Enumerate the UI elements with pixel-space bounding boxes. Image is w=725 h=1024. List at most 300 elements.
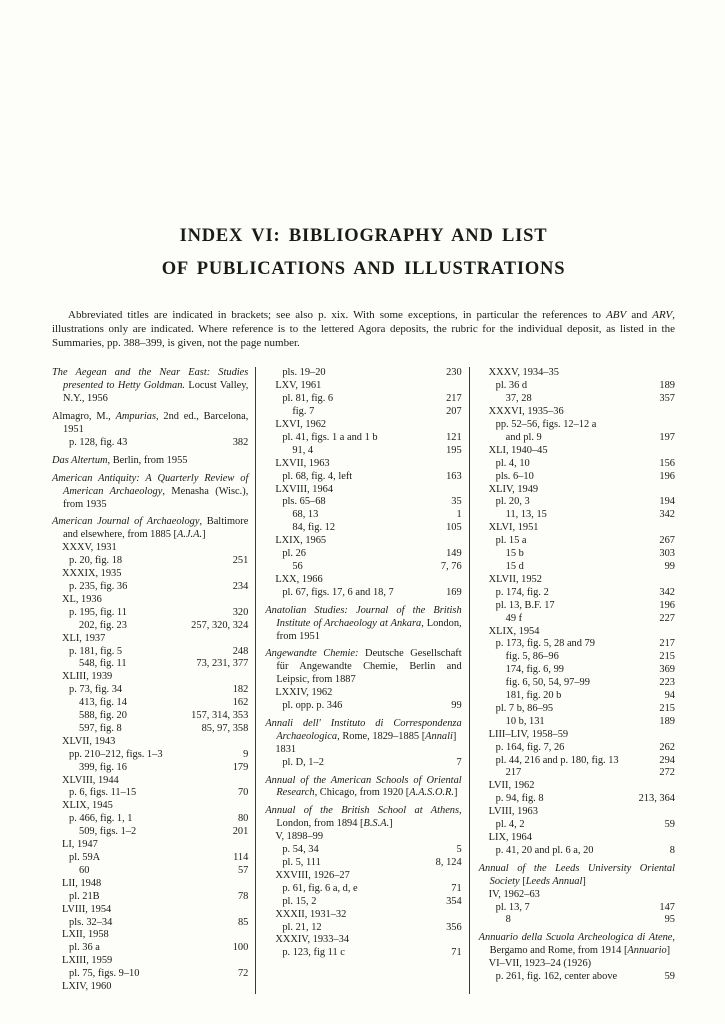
ref-page-number: 85	[237, 916, 249, 928]
ref-line	[52, 762, 248, 775]
work-entry-text: Almagro, M.,	[52, 411, 116, 423]
ref-line	[52, 555, 248, 568]
ref-line	[52, 658, 248, 671]
ref-line	[479, 613, 675, 626]
ref-text: p. 94, fig. 8	[495, 793, 544, 805]
intro-text: , illustrations only are indicated. Where reference is to the lettered Agora deposits, the rubric for the individual deposit, as listed in the Summaries, pp. 388–399, is given, not the page number.	[52, 309, 675, 349]
work-entry-text: Anatolian Studies: Journal of the British Institute of Archaeology at Ankara	[265, 604, 462, 629]
ref-line	[52, 684, 248, 697]
ref-page-number: 157, 314, 353	[191, 710, 249, 722]
ref-line	[479, 496, 675, 509]
ref-text: 399, fig. 16	[79, 761, 127, 773]
ref-text: pl. 15, 2	[282, 895, 317, 907]
volume-line: LXVII, 1963	[275, 457, 330, 469]
ref-line	[479, 548, 675, 561]
volume-line: XLVII, 1943	[62, 735, 116, 747]
work-entry-text: , Berlin, from 1955	[107, 454, 188, 466]
work-entry-text: , London, from 1951	[276, 617, 462, 642]
ref-page-number: 121	[446, 431, 462, 443]
ref-text: 548, fig. 11	[79, 658, 127, 670]
volume-line: XXXII, 1931–32	[275, 908, 347, 920]
volume-line: LI, 1947	[62, 839, 98, 851]
volume-line: LXXIV, 1962	[275, 687, 333, 699]
ref-page-number: 194	[659, 496, 675, 508]
ref-text: 49 f	[505, 612, 523, 624]
volume-line: LVII, 1962	[488, 780, 535, 792]
index-column-2	[255, 367, 468, 994]
ref-line	[479, 767, 675, 780]
ref-page-number: 162	[232, 697, 249, 709]
work-entry	[265, 775, 461, 801]
volume-line: LVIII, 1963	[488, 806, 538, 818]
ref-text: 11, 13, 15	[505, 509, 547, 521]
ref-text: p. 123, fig 11 c	[282, 947, 345, 959]
volume-line: LXVI, 1962	[275, 419, 327, 431]
ref-page-number: 147	[659, 901, 675, 913]
ref-page-number: 227	[659, 612, 675, 624]
volume-line: XLVIII, 1944	[62, 774, 119, 786]
ref-page-number: 169	[446, 586, 462, 598]
work-entry-text: , Baltimore and elsewhere, from 1885 [	[63, 516, 249, 541]
work-entry-text: A.A.S.O.R.	[409, 787, 454, 799]
ref-line	[265, 406, 461, 419]
ref-page-number: 357	[659, 393, 675, 405]
volume-line: IV, 1962–63	[488, 888, 540, 900]
ref-text: 588, fig. 20	[79, 710, 127, 722]
ref-page-number: 8, 124	[435, 857, 462, 869]
ref-text: pl. 67, figs. 17, 6 and 18, 7	[282, 586, 394, 598]
ref-text: pl. 36 d	[495, 380, 528, 392]
ref-text: 15 b	[505, 548, 524, 560]
ref-page-number: 99	[664, 560, 675, 572]
work-entry	[52, 411, 248, 437]
intro-text: and	[626, 309, 653, 321]
volume-line: LXV, 1961	[275, 380, 322, 392]
ref-text: pls. 6–10	[495, 470, 534, 482]
work-entry-text: Deutsche Gesellschaft für Angewandte Chemie, Berlin and Leipsic, from 1887	[276, 648, 462, 686]
ref-text: 181, fig. 20 b	[505, 690, 562, 702]
ref-page-number: 230	[446, 367, 462, 379]
work-entry-text: American Journal of Archaeology	[52, 516, 200, 528]
work-entry	[265, 805, 461, 831]
ref-page-number: 303	[659, 548, 675, 560]
ref-page-number: 8	[669, 844, 675, 856]
index-columns	[52, 367, 675, 994]
ref-line	[52, 917, 248, 930]
ref-line	[479, 561, 675, 574]
ref-page-number: 59	[664, 971, 675, 983]
ref-page-number: 217	[659, 638, 675, 650]
ref-line	[52, 710, 248, 723]
work-entry-text: The Aegean and the Near East: Studies presented to Hetty Goldman.	[52, 367, 249, 392]
work-entry-text: , Chicago, from 1920 [	[314, 787, 410, 799]
ref-line	[479, 819, 675, 832]
ref-line	[52, 852, 248, 865]
ref-text: pl. 21, 12	[282, 921, 322, 933]
ref-text: 37, 28	[505, 393, 532, 405]
volume-line: XL, 1936	[62, 593, 102, 605]
ref-line	[479, 793, 675, 806]
ref-page-number: 85, 97, 358	[201, 722, 249, 734]
ref-line	[265, 587, 461, 600]
ref-page-number: 9	[243, 748, 249, 760]
ref-text: 413, fig. 14	[79, 697, 127, 709]
work-entry	[265, 718, 461, 744]
work-entry-text: ]	[666, 945, 671, 957]
ref-text: pl. 36 a	[69, 942, 100, 954]
ref-text: pl. 68, fig. 4, left	[282, 470, 353, 482]
ref-text: 202, fig. 23	[79, 619, 127, 631]
ref-text: p. 54, 34	[282, 844, 319, 856]
ref-text: pl. 7 b, 86–95	[495, 702, 554, 714]
work-entry	[52, 455, 248, 468]
volume-line: LXIX, 1965	[275, 535, 327, 547]
work-entry-text: A.J.A.	[176, 529, 203, 541]
ref-line	[52, 607, 248, 620]
ref-line	[52, 581, 248, 594]
intro-text: ARV	[652, 309, 673, 321]
volume-line: XXXV, 1931	[62, 542, 117, 554]
ref-line	[52, 646, 248, 659]
ref-text: fig. 7	[292, 406, 315, 418]
ref-page-number: 196	[659, 470, 675, 482]
ref-page-number: 217	[446, 393, 462, 405]
ref-line	[52, 826, 248, 839]
ref-text: p. 61, fig. 6 a, d, e	[282, 882, 358, 894]
ref-page-number: 114	[233, 852, 249, 864]
volume-line: LXII, 1958	[62, 929, 109, 941]
ref-page-number: 189	[659, 715, 675, 727]
ref-text: pls. 19–20	[282, 367, 326, 379]
ref-line	[265, 471, 461, 484]
intro-paragraph	[52, 309, 675, 350]
ref-page-number: 156	[659, 457, 675, 469]
ref-line	[265, 896, 461, 909]
ref-line	[479, 677, 675, 690]
volume-line: LXVIII, 1964	[275, 483, 334, 495]
ref-page-number: 5	[456, 844, 462, 856]
ref-line	[479, 380, 675, 393]
work-entry-text: ]	[582, 875, 586, 887]
ref-text: pl. 59A	[69, 852, 101, 864]
ref-line	[479, 971, 675, 984]
work-entry-text: Annali	[425, 730, 453, 742]
ref-text: p. 174, fig. 2	[495, 586, 549, 598]
ref-line	[52, 697, 248, 710]
ref-text: pl. 5, 111	[282, 857, 321, 869]
ref-line	[479, 845, 675, 858]
ref-page-number: 182	[232, 684, 249, 696]
ref-page-number: 99	[451, 700, 462, 712]
work-entry	[52, 516, 248, 542]
ref-line	[265, 922, 461, 935]
ref-line	[479, 458, 675, 471]
work-entry	[265, 605, 461, 644]
ref-text: and pl. 9	[505, 431, 542, 443]
ref-page-number: 100	[232, 942, 249, 954]
ref-line	[52, 437, 248, 450]
work-entry-text: , Rome, 1829–1885 [	[337, 730, 426, 742]
volume-line: XLI, 1937	[62, 632, 106, 644]
ref-page-number: 105	[446, 522, 462, 534]
work-entry-text: Annuario della Scuola Archeologica di Atene	[478, 932, 673, 944]
ref-text: 8	[505, 914, 511, 926]
work-entry-text: Ampurias	[115, 411, 156, 423]
work-entry-text: [	[519, 875, 526, 887]
work-entry	[52, 367, 248, 406]
intro-text: Abbreviated titles are indicated in brackets; see also p. xix. With some exceptions, in particular the references to	[68, 309, 607, 321]
ref-line	[52, 891, 248, 904]
ref-line	[479, 651, 675, 664]
ref-page-number: 320	[232, 606, 249, 618]
ref-line	[479, 419, 675, 432]
ref-text: pl. 15 a	[495, 535, 527, 547]
ref-line	[52, 942, 248, 955]
work-entry-text: Annual of the Leeds University Oriental Society	[478, 862, 675, 887]
ref-page-number: 7, 76	[440, 560, 462, 572]
ref-page-number: 71	[451, 882, 462, 894]
ref-text: pl. 44, 216 and p. 180, fig. 13	[495, 754, 619, 766]
ref-line	[52, 723, 248, 736]
ref-line	[52, 749, 248, 762]
ref-text: pl. 41, figs. 1 a and 1 b	[282, 431, 378, 443]
ref-page-number: 294	[659, 754, 675, 766]
ref-page-number: 267	[659, 535, 675, 547]
ref-line	[479, 535, 675, 548]
ref-text: 597, fig. 8	[79, 722, 122, 734]
ref-text: p. 235, fig. 36	[69, 580, 128, 592]
ref-page-number: 215	[659, 651, 675, 663]
ref-page-number: 7	[456, 756, 462, 768]
ref-text: pl. opp. p. 346	[282, 700, 343, 712]
work-entry-text: American Antiquity: A Quarterly Review of American Archaeology	[52, 472, 249, 497]
ref-line	[265, 700, 461, 713]
intro-text: ABV	[606, 309, 627, 321]
ref-line	[479, 509, 675, 522]
ref-page-number: 59	[664, 819, 675, 831]
work-entry	[479, 863, 675, 889]
volume-line: XLIII, 1939	[62, 671, 113, 683]
ref-line	[479, 742, 675, 755]
work-entry-text: ]	[389, 818, 393, 830]
ref-page-number: 234	[232, 580, 249, 592]
work-entry	[265, 648, 461, 687]
ref-page-number: 149	[446, 548, 462, 560]
ref-page-number: 94	[664, 690, 675, 702]
ref-text: pl. 81, fig. 6	[282, 393, 334, 405]
ref-page-number: 179	[232, 761, 249, 773]
volume-line: LXIII, 1959	[62, 955, 113, 967]
work-entry-text: Annual of the American Schools of Oriental Research	[265, 774, 462, 799]
ref-page-number: 262	[659, 741, 675, 753]
ref-page-number: 71	[451, 947, 462, 959]
ref-text: pl. 13, B.F. 17	[495, 599, 555, 611]
ref-line	[479, 393, 675, 406]
volume-line: XXXIV, 1933–34	[275, 934, 350, 946]
work-entry-text: Annali dell' Instituto di Correspondenza Archaeologica	[265, 717, 462, 742]
ref-page-number: 78	[237, 890, 249, 902]
ref-page-number: 272	[659, 767, 675, 779]
index-column-1	[52, 367, 255, 994]
ref-line	[52, 813, 248, 826]
ref-line	[479, 703, 675, 716]
ref-text: p. 466, fig. 1, 1	[69, 813, 133, 825]
ref-text: pp. 52–56, figs. 12–12 a	[495, 419, 597, 431]
volume-line: XXXV, 1934–35	[488, 367, 559, 379]
volume-line: LXIV, 1960	[62, 981, 112, 993]
ref-page-number: 95	[664, 914, 675, 926]
volume-line: XLIX, 1945	[62, 800, 113, 812]
ref-text: p. 181, fig. 5	[69, 645, 123, 657]
ref-page-number: 382	[232, 436, 249, 448]
ref-text: pl. 26	[282, 548, 306, 560]
ref-line	[479, 471, 675, 484]
volume-line: XLVII, 1952	[488, 573, 542, 585]
ref-text: pls. 32–34	[69, 916, 113, 928]
ref-line	[52, 620, 248, 633]
ref-text: 91, 4	[292, 444, 314, 456]
ref-text: p. 20, fig. 18	[69, 555, 123, 567]
ref-line	[265, 883, 461, 896]
ref-page-number: 223	[659, 677, 675, 689]
ref-page-number: 248	[232, 645, 249, 657]
ref-page-number: 72	[237, 968, 249, 980]
volume-line: LVIII, 1954	[62, 903, 112, 915]
ref-line	[479, 432, 675, 445]
ref-line	[265, 509, 461, 522]
ref-page-number: 189	[659, 380, 675, 392]
ref-line	[265, 757, 461, 770]
ref-page-number: 354	[446, 895, 462, 907]
volume-line: VI–VII, 1923–24 (1926)	[488, 958, 592, 970]
work-entry-text: B.S.A.	[363, 818, 390, 830]
ref-text: 68, 13	[292, 509, 319, 521]
ref-text: pl. 13, 7	[495, 901, 530, 913]
work-entry-text: , Bergamo and Rome, from 1914 [	[489, 932, 675, 957]
ref-line	[265, 432, 461, 445]
ref-page-number: 342	[659, 586, 675, 598]
work-entry-text: Annuario	[627, 945, 667, 957]
ref-page-number: 80	[237, 813, 249, 825]
ref-line	[265, 561, 461, 574]
ref-text: pls. 65–68	[282, 496, 326, 508]
work-entry-text: Annual of the British School at Athens	[265, 805, 460, 817]
volume-line: XLIX, 1954	[488, 625, 540, 637]
ref-text: 509, figs. 1–2	[79, 826, 137, 838]
ref-line	[479, 600, 675, 613]
ref-page-number: 342	[659, 509, 675, 521]
ref-page-number: 70	[237, 787, 249, 799]
ref-line	[479, 690, 675, 703]
ref-line	[479, 902, 675, 915]
ref-text: p. 195, fig. 11	[69, 606, 127, 618]
ref-text: fig. 5, 86–96	[505, 651, 559, 663]
volume-line: V, 1898–99	[275, 831, 324, 843]
volume-line: 1831	[275, 743, 297, 755]
ref-text: pl. D, 1–2	[282, 756, 324, 768]
work-entry	[479, 932, 675, 958]
ref-line	[265, 548, 461, 561]
ref-page-number: 369	[659, 664, 675, 676]
ref-page-number: 1	[456, 509, 462, 521]
ref-text: pl. 4, 2	[495, 819, 525, 831]
work-entry-text: Das Altertum	[52, 454, 108, 466]
ref-line	[265, 522, 461, 535]
ref-line	[52, 787, 248, 800]
ref-text: 174, fig. 6, 99	[505, 664, 564, 676]
ref-text: 217	[505, 767, 522, 779]
ref-line	[479, 755, 675, 768]
ref-text: 15 d	[505, 560, 524, 572]
ref-text: p. 164, fig. 7, 26	[495, 741, 565, 753]
ref-line	[265, 844, 461, 857]
work-entry-text: ]	[454, 787, 458, 799]
ref-text: 10 b, 131	[505, 715, 545, 727]
ref-page-number: 195	[446, 444, 462, 456]
ref-line	[479, 638, 675, 651]
ref-text: 56	[292, 560, 303, 572]
ref-text: p. 173, fig. 5, 28 and 79	[495, 638, 595, 650]
ref-line	[479, 664, 675, 677]
ref-page-number: 201	[232, 826, 249, 838]
ref-page-number: 213, 364	[638, 793, 675, 805]
work-entry-text: Angewandte Chemie:	[265, 648, 359, 660]
ref-text: p. 73, fig. 34	[69, 684, 123, 696]
volume-line: XXVIII, 1926–27	[275, 869, 350, 881]
ref-page-number: 163	[446, 470, 462, 482]
ref-text: p. 128, fig. 43	[69, 436, 128, 448]
volume-line: LIII–LIV, 1958–59	[488, 728, 569, 740]
volume-line: XLVI, 1951	[488, 522, 539, 534]
volume-line: LII, 1948	[62, 877, 102, 889]
work-entry-text: , Menasha (Wisc.), from 1935	[63, 485, 249, 510]
volume-line: XXXVI, 1935–36	[488, 406, 564, 418]
ref-line	[479, 914, 675, 927]
work-entry-text: , 2nd ed., Barcelona, 1951	[63, 411, 249, 436]
ref-page-number: 73, 231, 377	[196, 658, 249, 670]
ref-line	[265, 496, 461, 509]
ref-line	[265, 393, 461, 406]
ref-text: p. 41, 20 and pl. 6 a, 20	[495, 844, 594, 856]
ref-page-number: 197	[659, 431, 675, 443]
ref-page-number: 356	[446, 921, 462, 933]
volume-line: XLIV, 1949	[488, 483, 539, 495]
index-title-line1: INDEX VI: BIBLIOGRAPHY AND LIST	[179, 226, 548, 246]
ref-line	[265, 367, 461, 380]
ref-line	[52, 865, 248, 878]
ref-text: pl. 20, 3	[495, 496, 530, 508]
ref-line	[265, 947, 461, 960]
ref-line	[265, 857, 461, 870]
ref-line	[479, 587, 675, 600]
ref-text: 84, fig. 12	[292, 522, 336, 534]
ref-page-number: 251	[232, 555, 249, 567]
index-title-line2: OF PUBLICATIONS AND ILLUSTRATIONS	[161, 259, 566, 279]
work-entry-text: ]	[452, 730, 457, 742]
ref-text: pl. 21B	[69, 890, 100, 902]
volume-line: LIX, 1964	[488, 832, 532, 844]
ref-text: pp. 210–212, figs. 1–3	[69, 748, 163, 760]
ref-page-number: 257, 320, 324	[191, 619, 249, 631]
volume-line: LXX, 1966	[275, 573, 323, 585]
ref-page-number: 207	[446, 406, 462, 418]
work-entry	[52, 473, 248, 512]
ref-page-number: 35	[451, 496, 462, 508]
ref-page-number: 215	[659, 702, 675, 714]
ref-page-number: 196	[659, 599, 675, 611]
index-title	[52, 220, 675, 286]
ref-line	[52, 968, 248, 981]
